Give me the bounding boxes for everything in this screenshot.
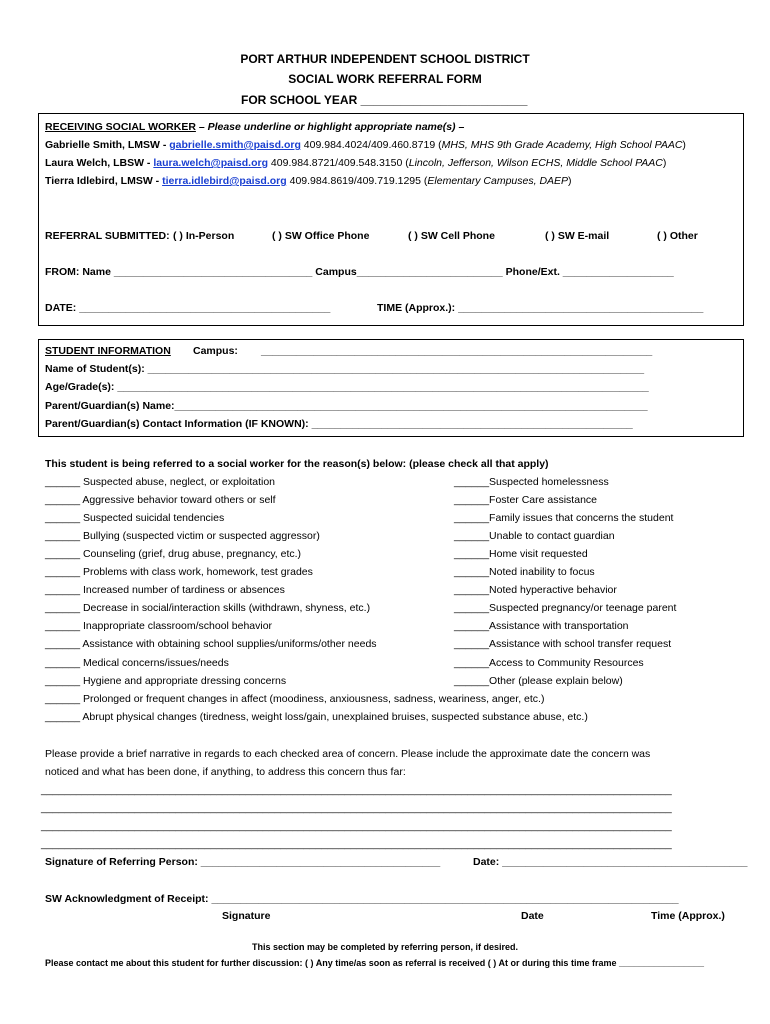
school-year-field[interactable]: FOR SCHOOL YEAR _________________________ [241, 93, 528, 107]
age-grade-field[interactable]: Age/Grade(s): ___________________________________________________________________________________________ [45, 381, 649, 393]
worker-name: Tierra Idlebird, LMSW - [45, 175, 163, 187]
reason-checkbox-item[interactable]: ______Family issues that concerns the student [454, 512, 674, 524]
reason-checkbox-item[interactable]: ______ Inappropriate classroom/school behavior [45, 620, 273, 632]
signature-caption: Signature [222, 910, 271, 922]
worker-campus: Lincoln, Jefferson, Wilson ECHS, Middle School PAAC [408, 157, 663, 169]
reason-checkbox-item[interactable]: ______ Hygiene and appropriate dressing concerns [45, 675, 287, 687]
reason-checkbox-item[interactable]: ______Noted inability to focus [454, 566, 595, 578]
reason-checkbox-item[interactable]: ______Noted hyperactive behavior [454, 584, 617, 596]
reason-checkbox-item[interactable]: ______Suspected pregnancy/or teenage parent [454, 602, 677, 614]
option-sw-email[interactable]: ( ) SW E-mail [545, 230, 610, 242]
reason-checkbox-item[interactable]: ______ Bullying (suspected victim or suspected aggressor) [45, 530, 320, 542]
reason-checkbox-item[interactable]: ______ Medical concerns/issues/needs [45, 657, 229, 669]
contact-preference-line[interactable]: Please contact me about this student for further discussion: ( ) Any time/as soon as referral is received ( ) At or during this time frame _________________ [45, 958, 705, 968]
reasons-heading: This student is being referred to a social worker for the reason(s) below: (please check all that apply) [45, 458, 549, 470]
student-campus-label: Campus: [193, 345, 238, 357]
worker-row[interactable] [45, 157, 666, 169]
worker-phones: 409.984.8721/409.548.3150 ( [268, 157, 409, 169]
referring-date-field[interactable]: Date: __________________________________________ [473, 856, 748, 868]
receiving-worker-instruction: – Please underline or highlight appropriate name(s) – [195, 121, 465, 133]
reason-checkbox-item[interactable]: ______Home visit requested [454, 548, 588, 560]
paren-close: ) [682, 139, 686, 151]
worker-phones: 409.984.8619/409.719.1295 ( [286, 175, 428, 187]
reason-checkbox-item[interactable]: ______Assistance with transportation [454, 620, 629, 632]
narrative-instruction-line1: Please provide a brief narrative in regards to each checked area of concern. Please include the approximate date the concern was [45, 748, 651, 760]
reason-checkbox-item[interactable]: ______ Problems with class work, homework, test grades [45, 566, 313, 578]
guardian-contact-field[interactable]: Parent/Guardian(s) Contact Information (IF KNOWN): _______________________________________________________ [45, 418, 633, 430]
worker-row[interactable] [45, 139, 686, 151]
student-name-field[interactable]: Name of Student(s): _____________________________________________________________________________________ [45, 363, 645, 375]
option-other[interactable]: ( ) Other [657, 230, 698, 242]
reason-checkbox-item[interactable]: ______Other (please explain below) [454, 675, 623, 687]
student-information-heading: STUDENT INFORMATION [45, 345, 171, 357]
form-title-district: PORT ARTHUR INDEPENDENT SCHOOL DISTRICT [240, 52, 530, 66]
worker-campus: Elementary Campuses, DAEP [427, 175, 569, 187]
worker-email-link[interactable]: tierra.idlebird@paisd.org [162, 175, 287, 187]
receiving-worker-label: RECEIVING SOCIAL WORKER [45, 121, 196, 133]
footer-note: This section may be completed by referring person, if desired. [251, 942, 519, 952]
reason-checkbox-item[interactable]: ______ Increased number of tardiness or absences [45, 584, 285, 596]
reason-checkbox-item[interactable]: ______ Counseling (grief, drug abuse, pregnancy, etc.) [45, 548, 302, 560]
narrative-line[interactable]: ____________________________________________________________________________________________________________ [41, 820, 672, 832]
receiving-worker-heading [45, 121, 464, 133]
reason-checkbox-item[interactable]: ______ Aggressive behavior toward others or self [45, 494, 276, 506]
reason-checkbox-item[interactable]: ______ Decrease in social/interaction skills (withdrawn, shyness, etc.) [45, 602, 371, 614]
sw-acknowledgment-field[interactable]: SW Acknowledgment of Receipt: ________________________________________________________________________________ [45, 893, 679, 905]
narrative-line[interactable]: ____________________________________________________________________________________________________________ [41, 838, 672, 850]
reason-checkbox-item[interactable]: ______Suspected homelessness [454, 476, 609, 488]
reason-checkbox-item[interactable]: ______ Prolonged or frequent changes in affect (moodiness, anxiousness, sadness, weariness, anger, etc.) [45, 693, 545, 705]
from-name-campus-phone-field[interactable]: FROM: Name __________________________________ Campus_________________________ Phone/Ext. ___________________ [45, 266, 674, 278]
narrative-instruction-line2: noticed and what has been done, if anything, to address this concern thus far: [45, 766, 406, 778]
referral-submitted-label: REFERRAL SUBMITTED: [45, 230, 170, 242]
reason-checkbox-item[interactable]: ______Foster Care assistance [454, 494, 597, 506]
worker-email-link[interactable]: gabrielle.smith@paisd.org [169, 139, 301, 151]
worker-name: Gabrielle Smith, LMSW - [45, 139, 170, 151]
worker-phones: 409.984.4024/409.460.8719 ( [300, 139, 442, 151]
reason-checkbox-item[interactable]: ______Assistance with school transfer request [454, 638, 672, 650]
time-field[interactable]: TIME (Approx.): __________________________________________ [377, 302, 704, 314]
reason-checkbox-item[interactable]: ______Access to Community Resources [454, 657, 644, 669]
option-sw-cell-phone[interactable]: ( ) SW Cell Phone [408, 230, 495, 242]
worker-email-link[interactable]: laura.welch@paisd.org [153, 157, 269, 169]
reason-checkbox-item[interactable]: ______ Suspected suicidal tendencies [45, 512, 225, 524]
referring-signature-field[interactable]: Signature of Referring Person: _________________________________________ [45, 856, 441, 868]
reason-checkbox-item[interactable]: ______Unable to contact guardian [454, 530, 615, 542]
student-campus-field[interactable]: ___________________________________________________________________ [261, 345, 653, 357]
reason-checkbox-item[interactable]: ______ Suspected abuse, neglect, or exploitation [45, 476, 276, 488]
narrative-line[interactable]: ____________________________________________________________________________________________________________ [41, 784, 672, 796]
date-field[interactable]: DATE: ___________________________________________ [45, 302, 331, 314]
worker-row[interactable] [45, 175, 572, 187]
reason-checkbox-item[interactable]: ______ Assistance with obtaining school supplies/uniforms/other needs [45, 638, 377, 650]
reason-checkbox-item[interactable]: ______ Abrupt physical changes (tiredness, weight loss/gain, unexplained bruises, suspected substance abuse, etc.) [45, 711, 588, 723]
paren-close: ) [568, 175, 572, 187]
paren-close: ) [662, 157, 667, 169]
option-in-person[interactable]: ( ) In-Person [173, 230, 235, 242]
worker-name: Laura Welch, LBSW - [45, 157, 154, 169]
date-caption: Date [521, 910, 544, 922]
guardian-name-field[interactable]: Parent/Guardian(s) Name:_________________________________________________________________________________ [45, 400, 648, 412]
option-sw-office-phone[interactable]: ( ) SW Office Phone [272, 230, 370, 242]
narrative-line[interactable]: ____________________________________________________________________________________________________________ [41, 802, 672, 814]
form-title: SOCIAL WORK REFERRAL FORM [288, 72, 482, 86]
worker-campus: MHS, MHS 9th Grade Academy, High School PAAC [441, 139, 683, 151]
time-caption: Time (Approx.) [651, 910, 725, 922]
